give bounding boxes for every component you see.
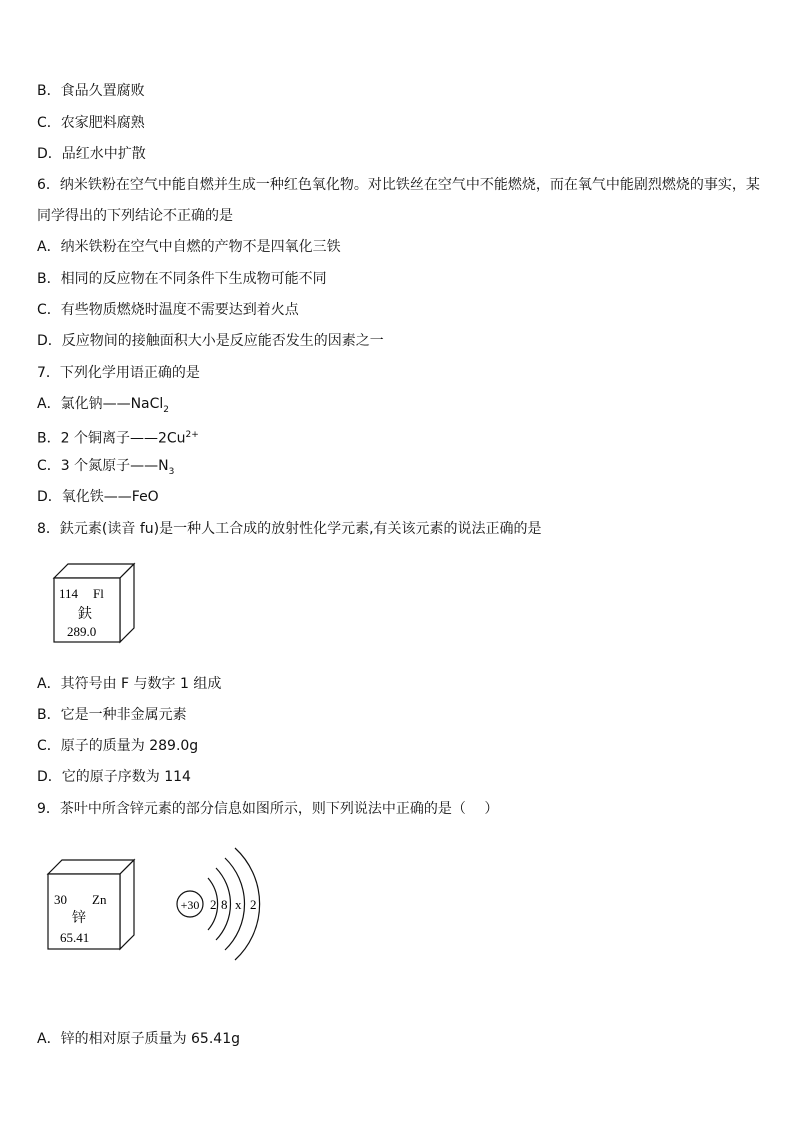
q6-option-a: A．纳米铁粉在空气中自燃的产物不是四氧化三铁 xyxy=(37,239,341,255)
shell-3-electrons: x xyxy=(235,897,242,912)
q8-card-mass: 289.0 xyxy=(67,624,97,639)
q7-stem: 7．下列化学用语正确的是 xyxy=(37,365,200,381)
q7-option-d: D．氧化铁——FeO xyxy=(37,489,159,505)
q5-option-d: D．品红水中扩散 xyxy=(37,146,146,162)
q8-option-d: D．它的原子序数为 114 xyxy=(37,769,191,785)
q6-option-b: B．相同的反应物在不同条件下生成物可能不同 xyxy=(37,271,327,287)
q7-option-b-text: B．2 个铜离子——2Cu xyxy=(37,430,186,447)
shell-2-electrons: 8 xyxy=(221,897,228,912)
q7-option-b-superscript: 2+ xyxy=(185,430,199,440)
q7-option-a xyxy=(37,394,169,420)
q9-stem: 9．茶叶中所含锌元素的部分信息如图所示，则下列说法中正确的是（ ） xyxy=(37,801,499,817)
q8-card-symbol: Fl xyxy=(93,586,104,601)
q8-card-number: 114 xyxy=(59,586,79,601)
q9-atom-structure-diagram xyxy=(172,840,272,965)
q7-option-c-subscript: 3 xyxy=(168,466,175,477)
q9-card-symbol: Zn xyxy=(92,892,107,907)
q9-element-card xyxy=(44,856,140,952)
q7-option-a-text: A．氯化钠——NaCl xyxy=(37,396,164,412)
q8-card-name: 鈇 xyxy=(78,606,92,622)
nucleus-charge: +30 xyxy=(180,898,200,912)
shell-4-electrons: 2 xyxy=(250,897,257,912)
q6-stem-line1: 6．纳米铁粉在空气中能自燃并生成一种红色氧化物。对比铁丝在空气中不能燃烧，而在氧气中能剧烈燃烧的事实，某 xyxy=(37,177,760,193)
q9-card-mass: 65.41 xyxy=(60,930,90,945)
q8-option-c: C．原子的质量为 289.0g xyxy=(37,738,199,754)
q5-option-c: C．农家肥料腐熟 xyxy=(37,115,145,131)
q7-option-c-text: C．3 个氮原子——N xyxy=(37,458,169,474)
q7-option-a-subscript: 2 xyxy=(163,404,170,415)
q9-option-a: A．锌的相对原子质量为 65.41g xyxy=(37,1031,240,1047)
q8-option-a: A．其符号由 F 与数字 1 组成 xyxy=(37,676,222,692)
q9-card-name: 锌 xyxy=(72,910,86,926)
q9-card-number: 30 xyxy=(54,892,67,907)
q6-stem-line2: 同学得出的下列结论不正确的是 xyxy=(37,208,233,224)
q8-stem: 8．鈇元素(读音 fu)是一种人工合成的放射性化学元素,有关该元素的说法正确的是 xyxy=(37,521,542,537)
q6-option-c: C．有些物质燃烧时温度不需要达到着火点 xyxy=(37,302,299,318)
q5-option-b: B．食品久置腐败 xyxy=(37,83,145,99)
q7-option-c xyxy=(37,456,174,482)
shell-1-electrons: 2 xyxy=(210,897,217,912)
q6-option-d: D．反应物间的接触面积大小是反应能否发生的因素之一 xyxy=(37,333,384,349)
q8-element-card xyxy=(50,560,140,650)
q8-option-b: B．它是一种非金属元素 xyxy=(37,707,187,723)
q7-option-b xyxy=(37,425,199,449)
